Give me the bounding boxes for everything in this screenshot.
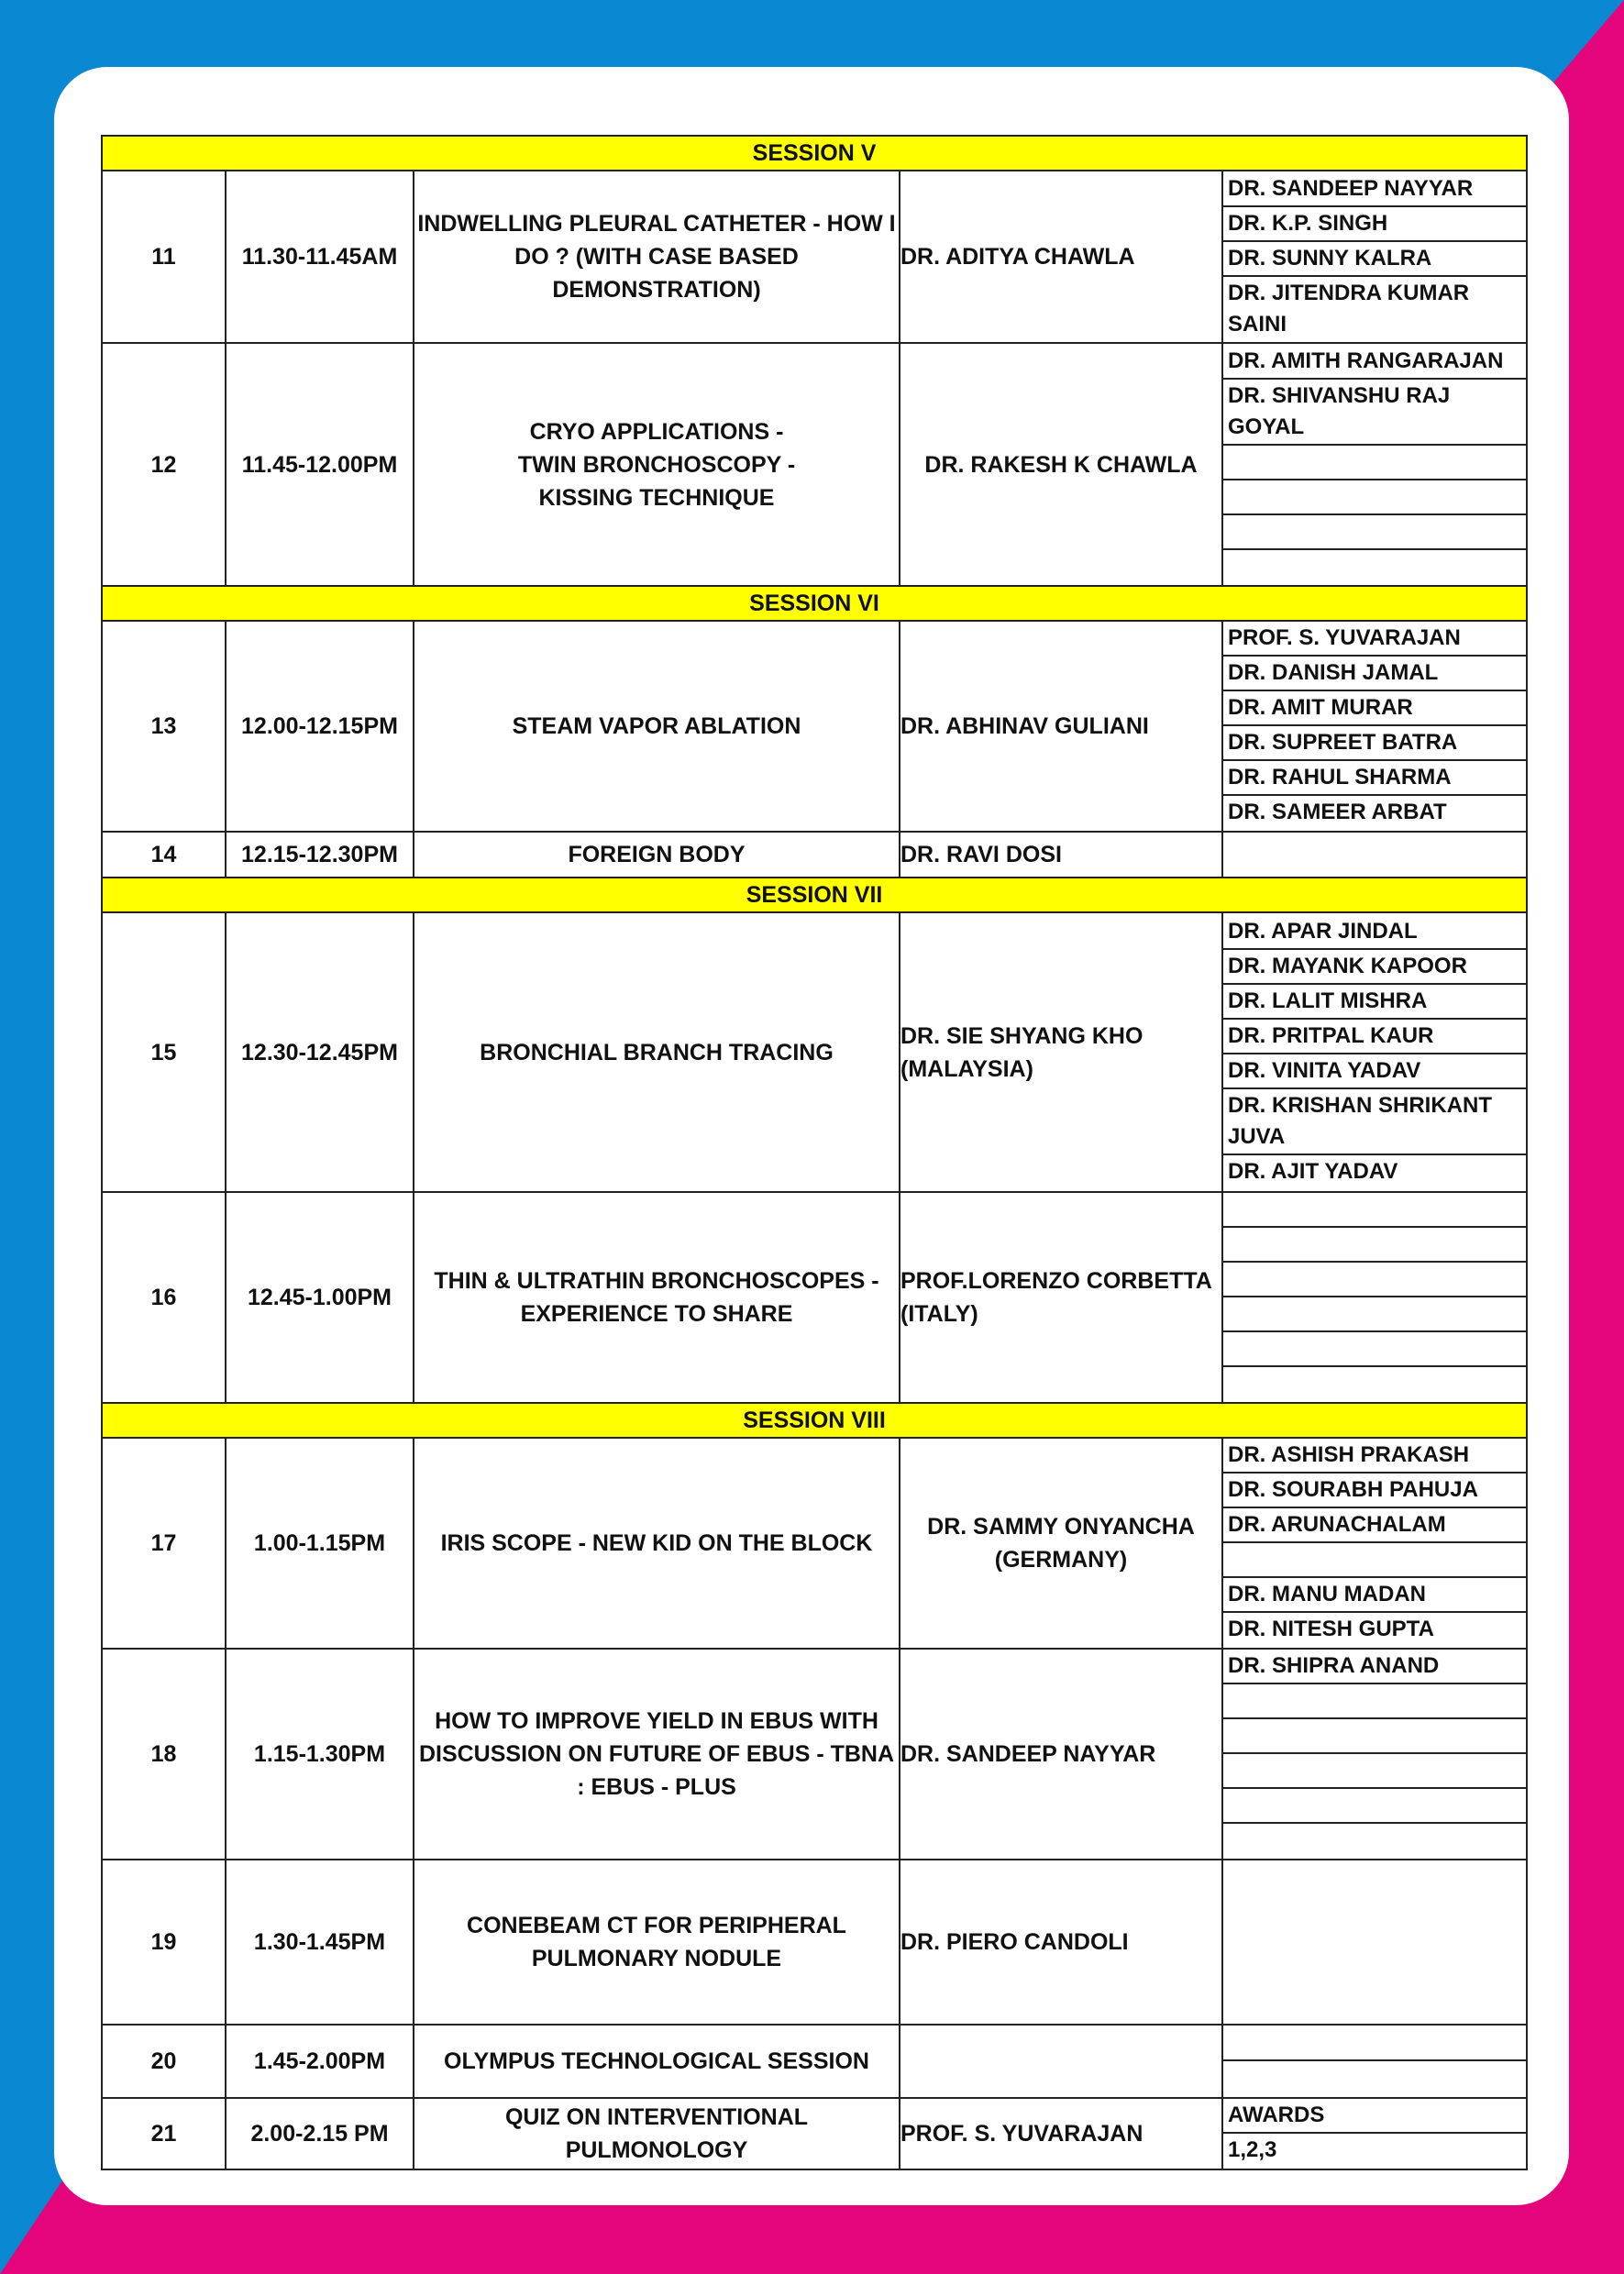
row-number: 18 bbox=[102, 1649, 226, 1860]
session-header-row bbox=[102, 136, 1527, 171]
moderator-name bbox=[1223, 1543, 1526, 1578]
row-number: 14 bbox=[102, 832, 226, 878]
moderator-name: DR. SAMEER ARBAT bbox=[1228, 800, 1447, 824]
session-header-row bbox=[102, 878, 1527, 912]
moderators-cell bbox=[1222, 2098, 1527, 2169]
moderator-name: DR. LALIT MISHRA bbox=[1223, 985, 1526, 1020]
moderator-name: DR. SOURABH PAHUJA bbox=[1223, 1474, 1526, 1508]
speaker: DR. ADITYA CHAWLA bbox=[900, 171, 1222, 343]
table-row bbox=[102, 2098, 1527, 2169]
session-title: SESSION VII bbox=[102, 878, 1527, 912]
table-row bbox=[102, 832, 1527, 878]
moderators-cell bbox=[1222, 621, 1527, 832]
time-slot: 2.00-2.15 PM bbox=[226, 2098, 414, 2169]
schedule-body bbox=[102, 136, 1527, 2169]
table-row bbox=[102, 2025, 1527, 2098]
moderator-name bbox=[1223, 1263, 1526, 1297]
topic: INDWELLING PLEURAL CATHETER - HOW I DO ? (WITH CASE BASED DEMONSTRATION) bbox=[414, 171, 900, 343]
time-slot: 12.45-1.00PM bbox=[226, 1192, 414, 1403]
moderator-name: DR. AJIT YADAV bbox=[1228, 1158, 1398, 1184]
table-row bbox=[102, 1192, 1527, 1403]
moderator-name: 1,2,3 bbox=[1228, 2137, 1277, 2162]
moderator-name bbox=[1223, 1228, 1526, 1263]
moderator-name bbox=[1223, 1193, 1526, 1228]
moderator-name bbox=[1223, 515, 1526, 550]
speaker: DR. SANDEEP NAYYAR bbox=[900, 1649, 1222, 1860]
row-number: 19 bbox=[102, 1860, 226, 2025]
moderator-name bbox=[1223, 1684, 1526, 1719]
time-slot: 1.45-2.00PM bbox=[226, 2025, 414, 2098]
moderator-name: DR. MAYANK KAPOOR bbox=[1223, 950, 1526, 985]
moderators-cell bbox=[1222, 1438, 1527, 1649]
moderators-cell bbox=[1222, 1860, 1527, 2025]
session-title: SESSION V bbox=[102, 136, 1527, 171]
moderator-name bbox=[1223, 1332, 1526, 1367]
topic: CONEBEAM CT FOR PERIPHERAL PULMONARY NODULE bbox=[414, 1860, 900, 2025]
time-slot: 1.15-1.30PM bbox=[226, 1649, 414, 1860]
moderator-name: DR. NITESH GUPTA bbox=[1228, 1617, 1434, 1641]
moderator-name: DR. SHIVANSHU RAJ GOYAL bbox=[1223, 380, 1526, 446]
moderator-name: DR. SUPREET BATRA bbox=[1223, 726, 1526, 761]
speaker: DR. SIE SHYANG KHO (MALAYSIA) bbox=[900, 912, 1222, 1192]
moderator-name bbox=[1223, 1925, 1526, 1959]
moderator-name: DR. JITENDRA KUMAR SAINI bbox=[1228, 281, 1470, 337]
moderator-name: DR. RAHUL SHARMA bbox=[1223, 761, 1526, 796]
time-slot: 11.30-11.45AM bbox=[226, 171, 414, 343]
topic: STEAM VAPOR ABLATION bbox=[414, 621, 900, 832]
table-row bbox=[102, 621, 1527, 832]
moderator-name: DR. SUNNY KALRA bbox=[1223, 242, 1526, 277]
moderator-name bbox=[1223, 1789, 1526, 1824]
time-slot: 1.30-1.45PM bbox=[226, 1860, 414, 2025]
moderator-name: DR. APAR JINDAL bbox=[1223, 915, 1526, 950]
topic: IRIS SCOPE - NEW KID ON THE BLOCK bbox=[414, 1438, 900, 1649]
time-slot: 11.45-12.00PM bbox=[226, 343, 414, 586]
table-row bbox=[102, 343, 1527, 586]
moderator-name bbox=[1223, 837, 1526, 872]
moderator-name bbox=[1223, 1719, 1526, 1754]
moderator-name: AWARDS bbox=[1223, 2099, 1526, 2134]
time-slot: 12.00-12.15PM bbox=[226, 621, 414, 832]
moderators-cell bbox=[1222, 1192, 1527, 1403]
moderator-name: DR. PRITPAL KAUR bbox=[1223, 1020, 1526, 1054]
topic: BRONCHIAL BRANCH TRACING bbox=[414, 912, 900, 1192]
row-number: 12 bbox=[102, 343, 226, 586]
moderator-name: DR. MANU MADAN bbox=[1223, 1578, 1526, 1613]
moderators-cell bbox=[1222, 343, 1527, 586]
speaker bbox=[900, 2025, 1222, 2098]
speaker: DR. SAMMY ONYANCHA (GERMANY) bbox=[900, 1438, 1222, 1649]
table-row bbox=[102, 1438, 1527, 1649]
speaker: PROF.LORENZO CORBETTA (ITALY) bbox=[900, 1192, 1222, 1403]
moderator-name bbox=[1223, 446, 1526, 480]
moderator-name: PROF. S. YUVARAJAN bbox=[1223, 622, 1526, 657]
row-number: 15 bbox=[102, 912, 226, 1192]
speaker: PROF. S. YUVARAJAN bbox=[900, 2098, 1222, 2169]
row-number: 20 bbox=[102, 2025, 226, 2098]
moderator-name: DR. AMIT MURAR bbox=[1223, 691, 1526, 726]
moderator-name bbox=[1223, 2026, 1526, 2061]
schedule-table bbox=[101, 135, 1528, 2170]
topic: THIN & ULTRATHIN BRONCHOSCOPES - EXPERIENCE TO SHARE bbox=[414, 1192, 900, 1403]
session-title: SESSION VIII bbox=[102, 1403, 1527, 1438]
moderator-name: DR. ASHISH PRAKASH bbox=[1223, 1439, 1526, 1474]
moderator-name bbox=[1223, 1367, 1526, 1402]
moderator-name bbox=[1223, 550, 1526, 585]
moderators-cell bbox=[1222, 2025, 1527, 2098]
time-slot: 1.00-1.15PM bbox=[226, 1438, 414, 1649]
moderator-name: DR. DANISH JAMAL bbox=[1223, 657, 1526, 691]
speaker: DR. ABHINAV GULIANI bbox=[900, 621, 1222, 832]
table-row bbox=[102, 912, 1527, 1192]
moderator-name bbox=[1223, 480, 1526, 515]
moderators-cell bbox=[1222, 1649, 1527, 1860]
topic: CRYO APPLICATIONS - TWIN BRONCHOSCOPY - KISSING TECHNIQUE bbox=[414, 343, 900, 586]
moderator-name bbox=[1223, 2061, 1526, 2096]
moderator-name: DR. ARUNACHALAM bbox=[1223, 1508, 1526, 1543]
moderator-name: DR. SHIPRA ANAND bbox=[1223, 1650, 1526, 1684]
moderator-name: DR. SANDEEP NAYYAR bbox=[1223, 172, 1526, 207]
moderator-name: DR. KRISHAN SHRIKANT JUVA bbox=[1223, 1089, 1526, 1155]
table-row bbox=[102, 171, 1527, 343]
speaker: DR. RAKESH K CHAWLA bbox=[900, 343, 1222, 586]
topic: OLYMPUS TECHNOLOGICAL SESSION bbox=[414, 2025, 900, 2098]
topic: FOREIGN BODY bbox=[414, 832, 900, 878]
row-number: 16 bbox=[102, 1192, 226, 1403]
row-number: 21 bbox=[102, 2098, 226, 2169]
moderator-name bbox=[1223, 1824, 1526, 1859]
speaker: DR. RAVI DOSI bbox=[900, 832, 1222, 878]
time-slot: 12.15-12.30PM bbox=[226, 832, 414, 878]
moderator-name bbox=[1223, 1754, 1526, 1789]
moderators-cell bbox=[1222, 832, 1527, 878]
row-number: 17 bbox=[102, 1438, 226, 1649]
time-slot: 12.30-12.45PM bbox=[226, 912, 414, 1192]
table-row bbox=[102, 1649, 1527, 1860]
session-header-row bbox=[102, 586, 1527, 621]
session-header-row bbox=[102, 1403, 1527, 1438]
moderator-name: DR. AMITH RANGARAJAN bbox=[1223, 345, 1526, 380]
topic: HOW TO IMPROVE YIELD IN EBUS WITH DISCUSSION ON FUTURE OF EBUS - TBNA : EBUS - PLUS bbox=[414, 1649, 900, 1860]
moderator-name bbox=[1223, 1297, 1526, 1332]
speaker: DR. PIERO CANDOLI bbox=[900, 1860, 1222, 2025]
moderator-name: DR. VINITA YADAV bbox=[1223, 1054, 1526, 1089]
moderators-cell bbox=[1222, 912, 1527, 1192]
row-number: 11 bbox=[102, 171, 226, 343]
row-number: 13 bbox=[102, 621, 226, 832]
session-title: SESSION VI bbox=[102, 586, 1527, 621]
moderators-cell bbox=[1222, 171, 1527, 343]
topic: QUIZ ON INTERVENTIONAL PULMONOLOGY bbox=[414, 2098, 900, 2169]
table-row bbox=[102, 1860, 1527, 2025]
moderator-name: DR. K.P. SINGH bbox=[1223, 207, 1526, 242]
